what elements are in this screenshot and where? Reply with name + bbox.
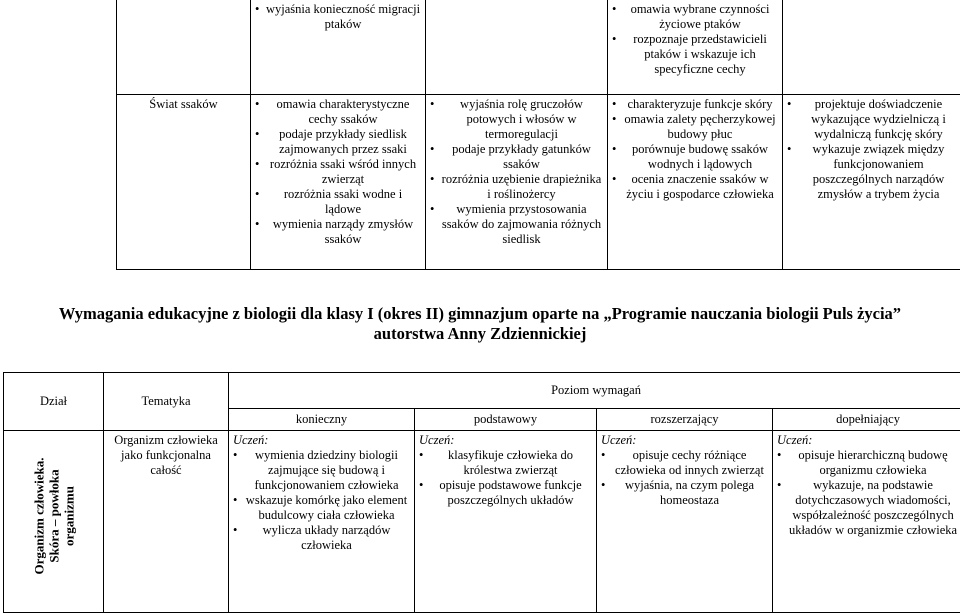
list-item: • projektuje doświadczenie wykazujące wydzielniczą i wydalniczą funkcję skóry	[787, 97, 960, 142]
list-item: • klasyfikuje człowieka do królestwa zwierząt	[419, 448, 592, 478]
list-item: • porównuje budowę ssaków wodnych i lądowych	[612, 142, 778, 172]
list-item: • rozpoznaje przedstawicieli ptaków i wskazuje ich specyficzne cechy	[612, 32, 778, 77]
bottom-requirements-table	[3, 372, 960, 613]
top-row1-col5	[783, 0, 960, 95]
top-row2-col2	[251, 95, 426, 270]
document-title: Wymagania edukacyjne z biologii dla klasy I (okres II) gimnazjum oparte na „Programie nauczania biologii Puls życia” autorstwa Anny Zdziennickiej	[40, 304, 920, 344]
header-poziom-wymagan: Poziom wymagań	[229, 373, 960, 409]
list-item: • opisuje hierarchiczną budowę organizmu człowieka	[777, 448, 959, 478]
list-item: • podaje przykłady siedlisk zajmowanych przez ssaki	[255, 127, 421, 157]
list-item: • ocenia znaczenie ssaków w życiu i gospodarce człowieka	[612, 172, 778, 202]
top-row1-col4	[608, 0, 783, 95]
list-item: • wyjaśnia konieczność migracji ptaków	[255, 2, 421, 32]
list-item: • wylicza układy narządów człowieka	[233, 523, 410, 553]
list-item: • wyjaśnia, na czym polega homeostaza	[601, 478, 768, 508]
list-item: • opisuje cechy różniące człowieka od innych zwierząt	[601, 448, 768, 478]
list-item: • wykazuje związek między funkcjonowaniem poszczególnych narządów zmysłów a trybem życia	[787, 142, 960, 202]
uczen-label: Uczeń:	[419, 433, 592, 448]
konieczny-cell	[229, 431, 415, 613]
header-rozszerzajacy: rozszerzający	[597, 409, 773, 431]
top-row2-col3	[426, 95, 608, 270]
top-row1-col1	[117, 0, 251, 95]
dzial-label: Organizm człowieka. Skóra – powłoka organizmu	[31, 441, 76, 591]
list-item: • charakteryzuje funkcje skóry	[612, 97, 778, 112]
top-row1-col2	[251, 0, 426, 95]
top-row2-col5	[783, 95, 960, 270]
list-item: • omawia wybrane czynności życiowe ptaków	[612, 2, 778, 32]
list-item: • wymienia dziedziny biologii zajmujące się budową i funkcjonowaniem człowieka	[233, 448, 410, 493]
list-item: • opisuje podstawowe funkcje poszczególnych układów	[419, 478, 592, 508]
top-row2-col4	[608, 95, 783, 270]
top-requirements-table	[116, 0, 960, 270]
list-item: • omawia charakterystyczne cechy ssaków	[255, 97, 421, 127]
list-item: • wskazuje komórkę jako element budulcowy ciała człowieka	[233, 493, 410, 523]
list-item: • rozróżnia ssaki wodne i lądowe	[255, 187, 421, 217]
list-item: • wymienia przystosowania ssaków do zajmowania różnych siedlisk	[430, 202, 603, 247]
list-item: • podaje przykłady gatunków ssaków	[430, 142, 603, 172]
header-dopelniajacy: dopełniający	[773, 409, 960, 431]
list-item: • wyjaśnia rolę gruczołów potowych i włosów w termoregulacji	[430, 97, 603, 142]
list-item: • wykazuje, na podstawie dotychczasowych wiadomości, współzależność poszczególnych układów w organizmie człowieka	[777, 478, 959, 538]
tematyka-cell: Organizm człowieka jako funkcjonalna całość	[104, 431, 229, 613]
header-podstawowy: podstawowy	[415, 409, 597, 431]
uczen-label: Uczeń:	[601, 433, 768, 448]
header-tematyka: Tematyka	[104, 373, 229, 431]
list-item: • rozróżnia ssaki wśród innych zwierząt	[255, 157, 421, 187]
uczen-label: Uczeń:	[233, 433, 410, 448]
uczen-label: Uczeń:	[777, 433, 959, 448]
list-item: • rozróżnia uzębienie drapieżnika i roślinożercy	[430, 172, 603, 202]
top-row1-col3	[426, 0, 608, 95]
header-dzial: Dział	[4, 373, 104, 431]
podstawowy-cell	[415, 431, 597, 613]
rozszerzajacy-cell	[597, 431, 773, 613]
list-item: • omawia zalety pęcherzykowej budowy płuc	[612, 112, 778, 142]
list-item: • wymienia narządy zmysłów ssaków	[255, 217, 421, 247]
dopelniajacy-cell	[773, 431, 960, 613]
header-konieczny: konieczny	[229, 409, 415, 431]
section-swiat-ssakow: Świat ssaków	[117, 95, 251, 270]
dzial-cell	[4, 431, 104, 613]
